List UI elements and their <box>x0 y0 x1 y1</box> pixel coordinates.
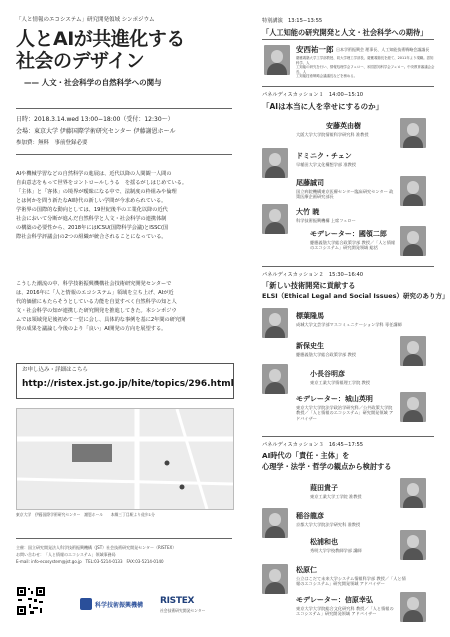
panel2-title-1: 「新しい技術開発に貢献する <box>262 281 356 290</box>
title-line1: 人とAIが共進化する <box>16 28 185 50</box>
p3-affil-3: 公立はこだて未来大学システム情報科学部 教授／「人と情報のエコシステム」研究開発領域 アドバイザー <box>296 576 406 587</box>
moderator-photo <box>400 392 426 422</box>
title-line2: 社会のデザイン <box>16 50 145 72</box>
keynote-label: 特別講演 13:15−13:55 <box>262 18 323 24</box>
intro-para2: こうした潮流の中、科学技術振興機構社会技術研究開発センターで は、2016年に「人と情報のエコシステム」領域を立ち上げ、AIが近 代的価値にもたらそうとしている力能を自覚すべく自然科学の知と人 文・社会科学の知が連携した研究開発を推進してきた。本シンポジウ ムでは領域発足後初めて一堂に会し、具体的な事例を基に2年間の研究開 発の成果を議論し今後のより「良い」AI開発の方向を展望する。 <box>16 281 186 332</box>
p3-name-3: 松原仁 <box>296 566 317 574</box>
panelist-photo <box>400 478 426 508</box>
p1-moderator-affil: 慶應義塾大学総合政策学部 教授／「人と情報のエコシステム」研究開発領域 総括 <box>310 240 396 251</box>
jst-logo-text: 科学技術振興機構 <box>95 602 144 609</box>
panelist-photo <box>400 530 426 560</box>
moderator-photo <box>400 226 426 256</box>
register-url[interactable]: http://ristex.jst.go.jp/hite/topics/296.html <box>22 379 234 389</box>
panelist-photo <box>262 204 288 234</box>
station-marker <box>165 461 170 466</box>
p1-affil-2: 国立病院機構東京医療センター臨床研究センター 政策医療企画研究部長 <box>296 189 394 200</box>
p3-name-0: 葭田貴子 <box>310 484 338 492</box>
panel3-title-2: 心理学・法学・哲学の観点から検討する <box>262 462 392 471</box>
panel2-title-2: ELSI（Ethical Legal and Social Issues）研究のあり方」 <box>262 292 449 300</box>
panel1-label: パネルディスカッション１ 14:00−15:10 <box>262 92 364 98</box>
map-graphic <box>17 409 233 509</box>
station-marker <box>180 485 185 490</box>
p1-name-2: 尾藤誠司 <box>296 179 324 187</box>
p3-affil-2: 秀明大学学校教師学部 講師 <box>310 548 362 553</box>
p2-affil-1: 慶應義塾大学総合政策学部 教授 <box>296 352 356 357</box>
event-venue: 会場：東京大学 伊藤国際学術研究センター 伊藤謝恩ホール <box>16 128 176 135</box>
panel2-label: パネルディスカッション２ 15:30−16:40 <box>262 272 364 278</box>
divider <box>262 266 434 267</box>
divider <box>262 436 434 437</box>
intro-para1: AIや機械学習などの自然科学の進展は、近代以降の人間観一人間の 自由意志をもって世界をコントロールしうる を揺るがしはじめている。 「主体」と「客体」の境界が曖昧になる中で、法制度の枠組みや倫理 とは何かを問う新たなAI時代の新しい学問が今求められている。 学術界の国際的な動向としては、19世紀後半の工業化以降の近代 社会において分断が進んだ自然科学と人文・社会科学の連携体制 の構築の必要性から、2018年にはICSU(国際科学会議)とISSC(国 際社会科学評議会)の2つの組織が統合されることになっている。 <box>16 171 188 240</box>
p2-moderator: モデレーター：城山英明 <box>296 395 373 403</box>
qr-graphic <box>16 586 46 616</box>
jst-logo-icon <box>80 598 92 610</box>
subtitle: —— 人文・社会科学の自然科学への関与 <box>24 78 162 87</box>
p2-affil-2: 東京工業大学情報理工学院 教授 <box>310 380 370 385</box>
moderator-photo <box>400 592 426 622</box>
divider <box>262 86 434 87</box>
panelist-photo <box>400 336 426 366</box>
footer-email: E-mail: info-ecosystem@jst.go.jp TEL:03-5214-0133 FAX:03-5214-0140 <box>16 559 164 564</box>
p1-name-0: 安藤英由樹 <box>326 122 361 130</box>
panelist-photo <box>400 176 426 206</box>
p3-affil-0: 東京工業大学工学院 准教授 <box>310 494 362 499</box>
venue-building <box>72 444 112 462</box>
p1-affil-1: 早稲田大学文化構想学部 准教授 <box>296 162 356 167</box>
footer-contact: お問い合わせ：「人と情報のエコシステム」領域事務局 <box>16 552 116 557</box>
divider <box>16 154 232 155</box>
p2-moderator-affil: 東京大学大学院法学政治学研究科／公共政策大学院 教授／「人と情報のエコシステム」研究開発領域 アドバイザー <box>296 405 394 421</box>
divider <box>16 108 232 109</box>
panel3-title-1: AI時代の「責任・主体」を <box>262 451 350 460</box>
panelist-photo <box>262 308 288 338</box>
panelist-photo <box>262 508 288 538</box>
p2-affil-0: 成城大学文芸学部マスコミュニケーション学科 専任講師 <box>296 322 402 327</box>
p2-name-2: 小長谷明彦 <box>310 370 345 378</box>
p1-affil-0: 大阪大学大学院情報科学研究科 准教授 <box>296 132 369 137</box>
p2-name-1: 新保史生 <box>296 342 324 350</box>
event-date: 日時：2018.3.14.wed 13:00−18:00（受付：12:30〜） <box>16 116 174 123</box>
speaker-photo <box>264 45 290 75</box>
ristex-sub: 社会技術研究開発センター <box>160 608 206 613</box>
keynote-affil: 日本学術振興会 理事長、人工知能技術戦略会議議長 <box>336 47 430 52</box>
p3-affil-1: 京都大学大学院法学研究科 准教授 <box>296 522 361 527</box>
keynote-title: 「人工知能の研究開発と人文・社会科学への期待」 <box>262 28 428 37</box>
p1-name-3: 大竹 暁 <box>296 208 320 216</box>
p1-affil-3: 科学技術振興機構 上席フェロー <box>296 218 356 223</box>
register-label: お申し込み・詳細はこちら <box>22 367 89 373</box>
panelist-photo <box>262 364 288 394</box>
panel3-label: パネルディスカッション３ 16:45−17:55 <box>262 442 364 448</box>
venue-map[interactable] <box>16 408 234 510</box>
map-caption: 東京大学 伊藤国際学術研究センター 謝恩ホール 本郷三丁目駅より徒歩1分 <box>16 512 155 517</box>
p2-name-0: 標葉隆馬 <box>296 312 324 320</box>
panel1-title: 「AIは本当に人を幸せにするのか」 <box>262 102 384 111</box>
divider <box>16 538 232 539</box>
p1-moderator: モデレーター：國領二郎 <box>310 230 387 238</box>
qr-code[interactable] <box>16 586 46 616</box>
keynote-bio: 慶應義塾大学工学部教授、同大学理工学部長、慶應義塾長を経て、2011年より現職。認知科学、人 工知能の研究を行い、情報処理学会フェロー、米国認知科学会フェロー。中央教育審議会会長、人 工知能技術戦略会議議長などを務める。 <box>296 56 435 79</box>
p3-name-2: 松浦和也 <box>310 538 338 546</box>
footer-organizer: 主催：国立研究開発法人科学技術振興機構（JST）社会技術研究開発センター（RISTEX） <box>16 545 177 550</box>
p1-name-1: ドミニク・チェン <box>296 152 352 160</box>
event-fee: 参加費：無料 事前登録必要 <box>16 140 88 146</box>
p3-moderator-affil: 東京大学大学院総合文化研究科 教授／「人と情報のエコシステム」研究開発領域 アドバイザー <box>296 606 394 617</box>
keynote-speaker: 安西祐一郎 <box>296 45 334 54</box>
panelist-photo <box>262 148 288 178</box>
ristex-logo: RISTEX <box>160 596 195 606</box>
p3-moderator: モデレーター：信原幸弘 <box>296 596 373 604</box>
panelist-photo <box>400 118 426 148</box>
header-tag: 「人と情報のエコシステム」研究開発領域 シンポジウム <box>16 17 155 23</box>
p3-name-1: 稲谷龍彦 <box>296 512 324 520</box>
divider <box>262 39 434 40</box>
panelist-photo <box>262 564 288 594</box>
